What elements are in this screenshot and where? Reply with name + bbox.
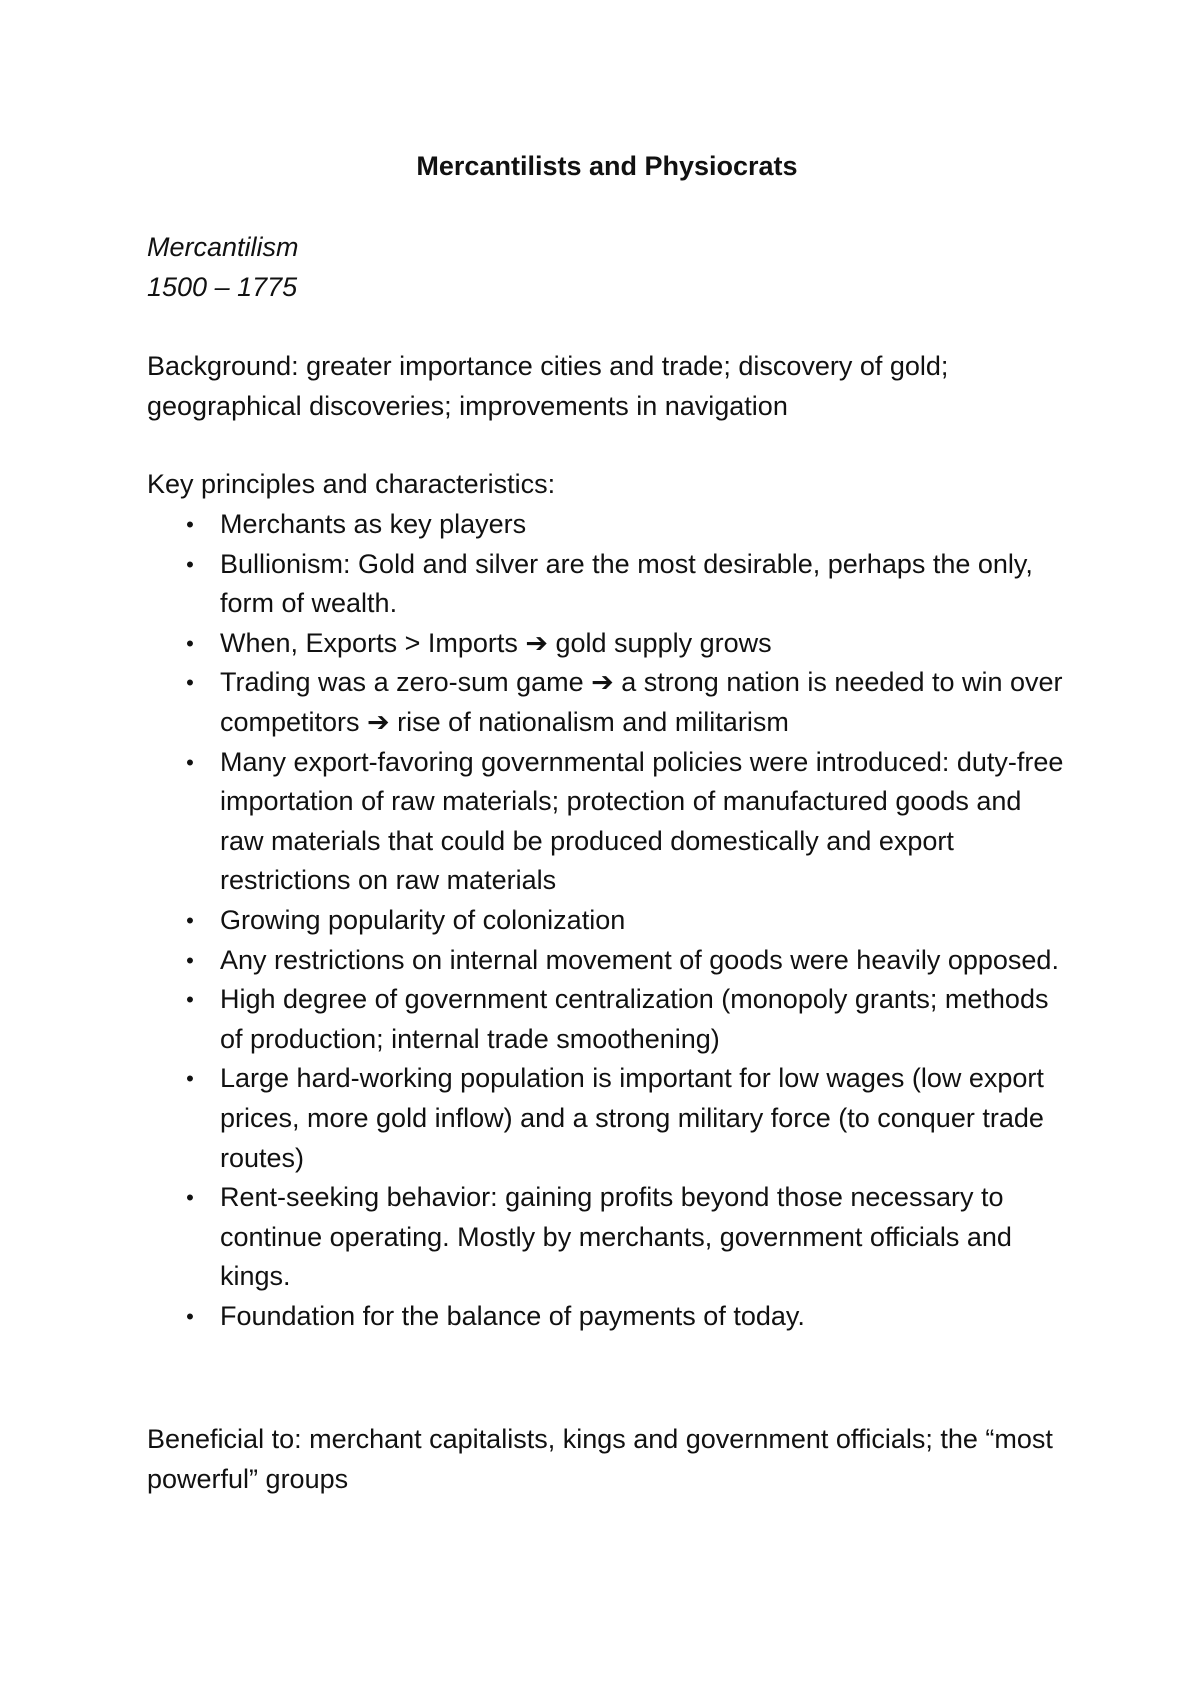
background-paragraph: Background: greater importance cities and trade; discovery of gold; geographical discoveries; improvements in navigation — [147, 351, 949, 421]
list-item-text: Foundation for the balance of payments of today. — [220, 1300, 805, 1331]
key-principles-heading: Key principles and characteristics: — [147, 469, 556, 499]
bullet-icon: • — [186, 749, 194, 775]
section-period: 1500 – 1775 — [147, 271, 298, 302]
bullet-icon: • — [186, 1303, 194, 1329]
list-item — [147, 545, 1067, 624]
bullet-icon: • — [186, 670, 194, 696]
list-item-text: Many export-favoring governmental policies were introduced: duty-free importation of raw materials; protection of manufactured goods and raw materials that could be produced domestically and export restrictions on raw materials — [220, 746, 1064, 896]
document-page — [147, 0, 1067, 1698]
list-item — [147, 1178, 1067, 1297]
bullet-icon: • — [186, 1185, 194, 1211]
bullet-icon: • — [186, 630, 194, 656]
list-item — [147, 1297, 1067, 1337]
list-item-text: Bullionism: Gold and silver are the most desirable, perhaps the only, form of wealth. — [220, 548, 1033, 619]
list-item — [147, 505, 1067, 545]
list-item — [147, 901, 1067, 941]
list-item-text: Merchants as key players — [220, 509, 527, 539]
list-item — [147, 743, 1067, 901]
bullet-icon: • — [186, 947, 194, 973]
list-item — [147, 1059, 1067, 1178]
list-item-text: Any restrictions on internal movement of goods were heavily opposed. — [220, 944, 1059, 975]
bullet-icon: • — [186, 907, 194, 933]
section-name: Mercantilism — [147, 232, 299, 262]
list-item-text: High degree of government centralization (monopoly grants; methods of production; internal trade smoothening) — [220, 984, 1049, 1054]
principles-list — [147, 505, 1067, 1336]
list-item — [147, 663, 1067, 742]
beneficial-paragraph: Beneficial to: merchant capitalists, kings and government officials; the “most powerful” groups — [147, 1424, 1053, 1494]
list-item — [147, 980, 1067, 1059]
list-item-text: When, Exports > Imports ➔ gold supply grows — [220, 627, 772, 658]
list-item-text: Large hard-working population is important for low wages (low export prices, more gold inflow) and a strong military force (to conquer trade routes) — [220, 1063, 1044, 1173]
list-item-text: Growing popularity of colonization — [220, 904, 626, 935]
list-item-text: Rent-seeking behavior: gaining profits beyond those necessary to continue operating. Mostly by merchants, government officials and kings. — [220, 1182, 1012, 1292]
list-item — [147, 624, 1067, 664]
section-heading — [147, 228, 299, 307]
bullet-icon: • — [186, 512, 194, 537]
list-item — [147, 941, 1067, 981]
list-item-text: Trading was a zero-sum game ➔ a strong nation is needed to win over competitors ➔ rise of nationalism and militarism — [220, 667, 1063, 737]
bullet-icon: • — [186, 987, 194, 1013]
bullet-icon: • — [186, 1066, 194, 1092]
document-title: Mercantilists and Physiocrats — [416, 151, 798, 181]
bullet-icon: • — [186, 551, 194, 577]
